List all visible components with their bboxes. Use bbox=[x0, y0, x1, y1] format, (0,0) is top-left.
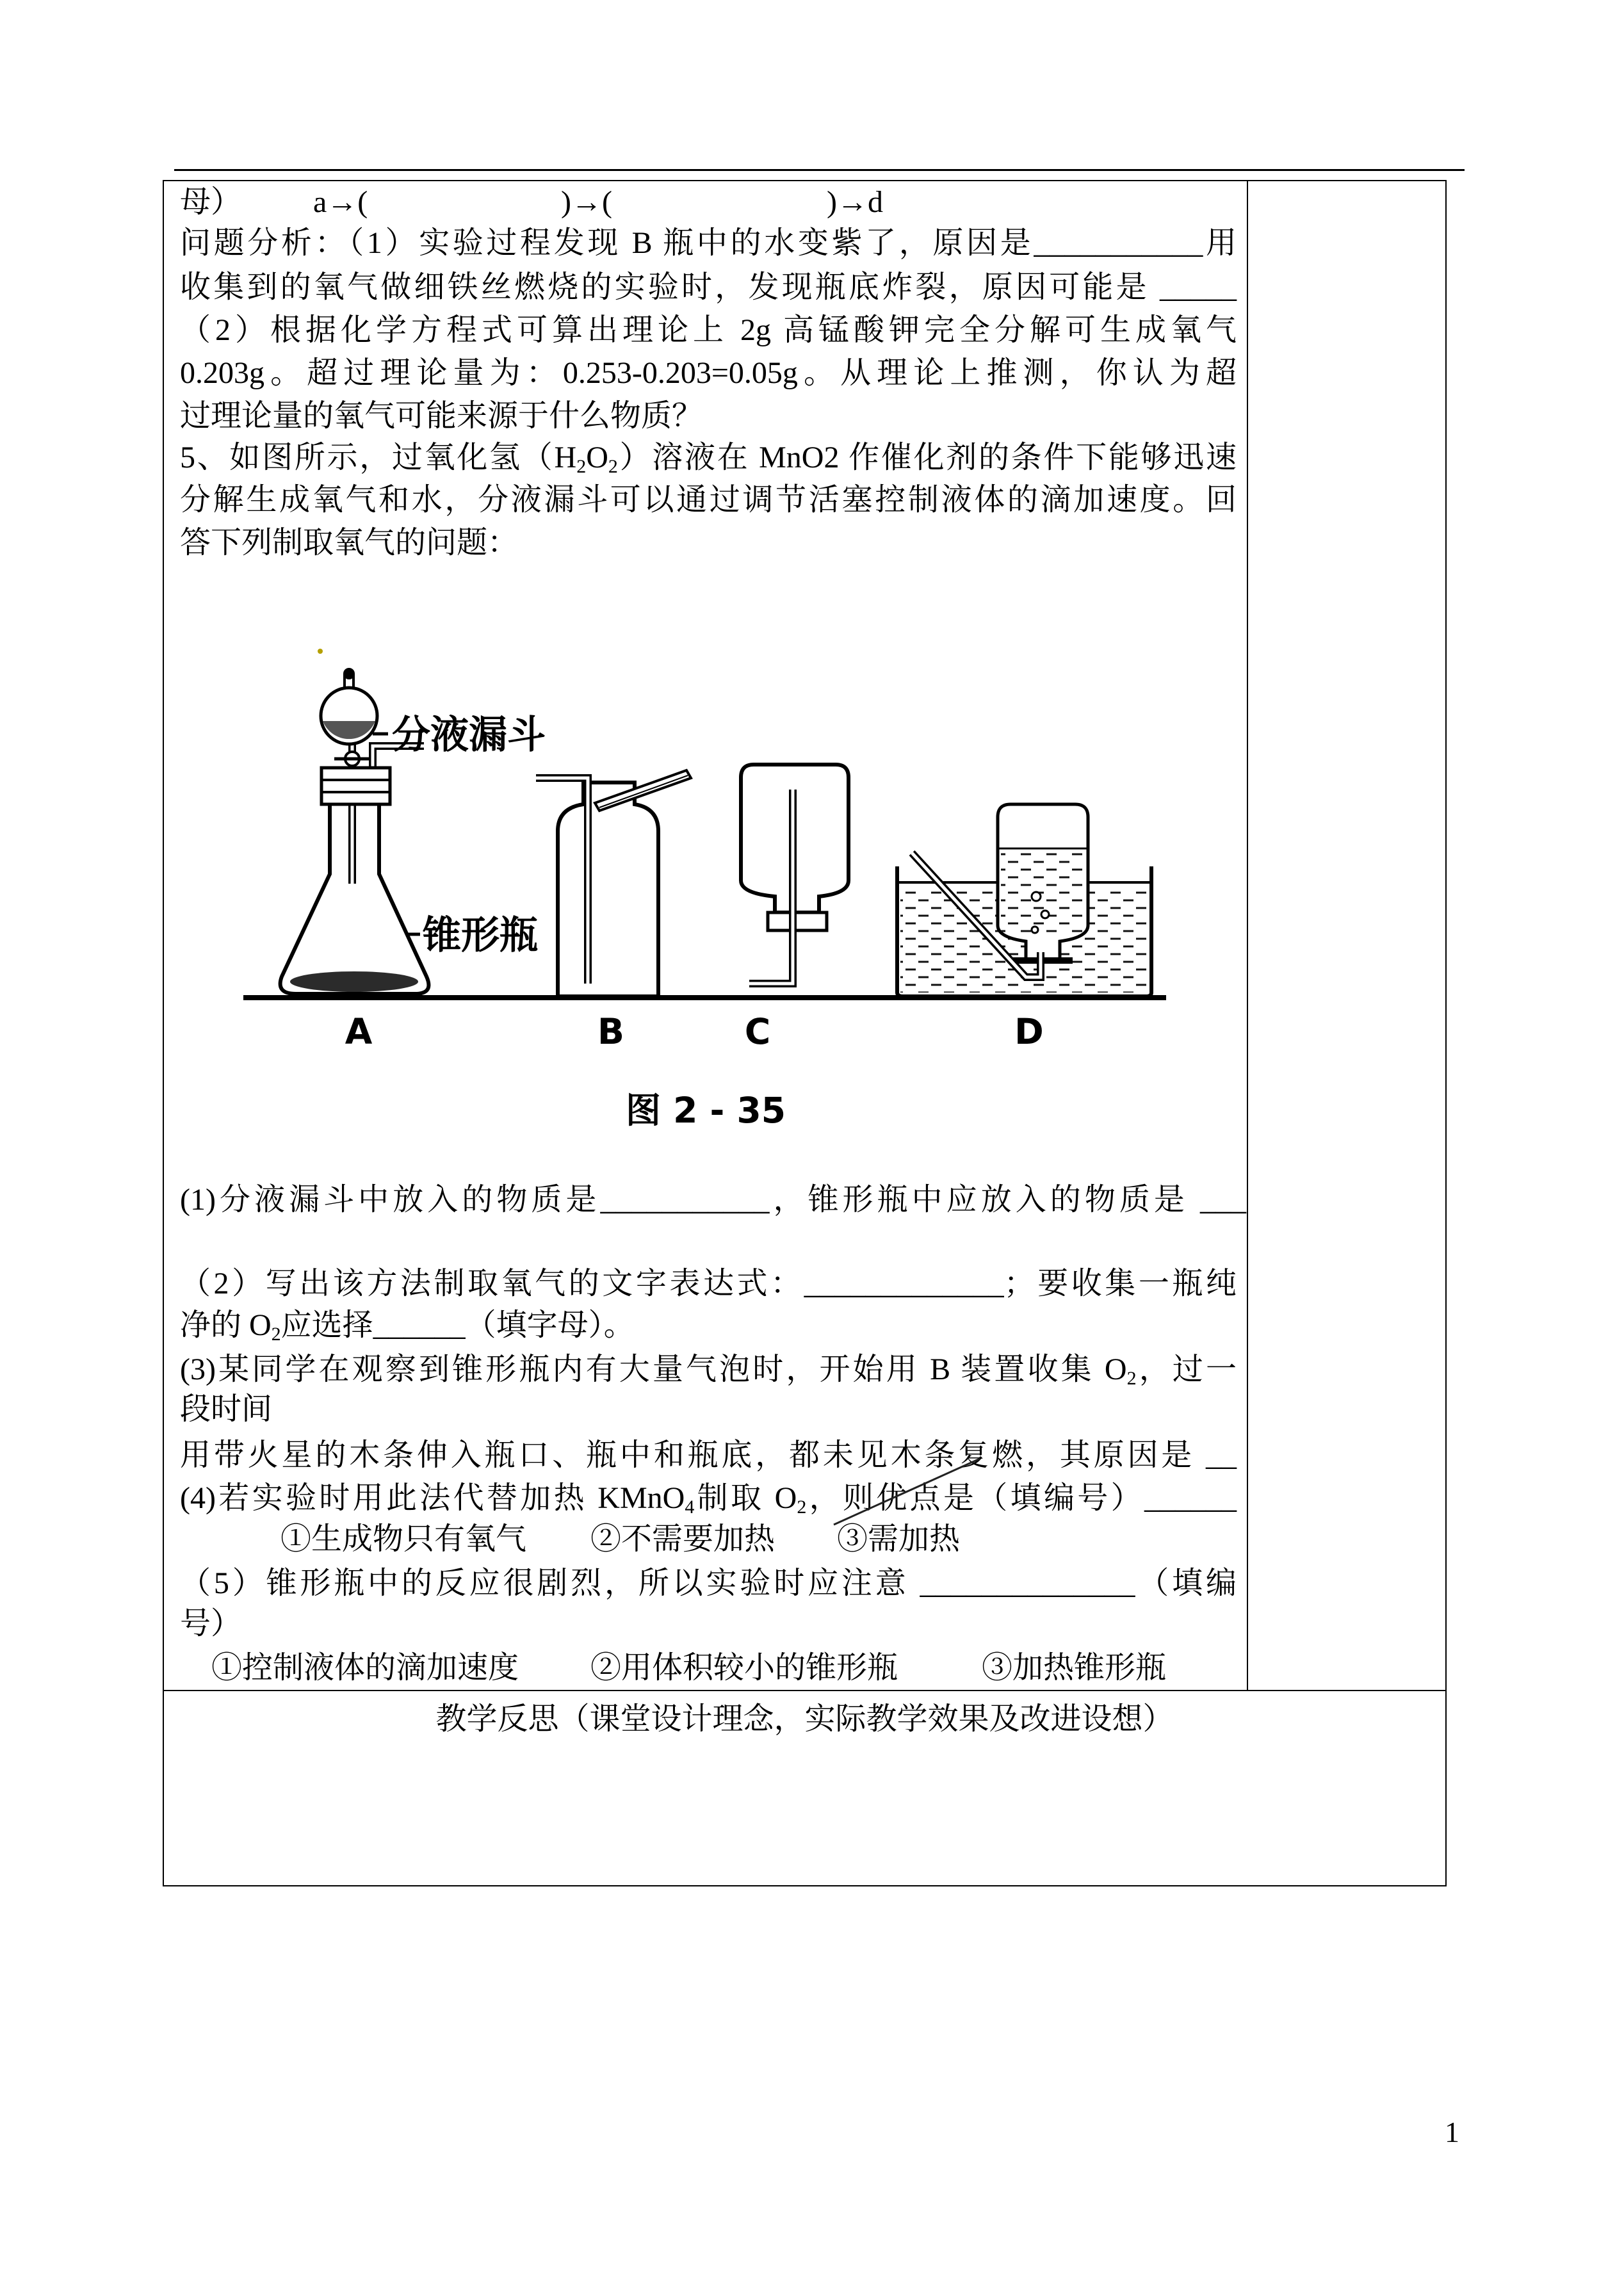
text-run: 制取 O bbox=[694, 1481, 797, 1515]
apparatus-b bbox=[536, 770, 691, 996]
subscript: 2 bbox=[271, 1324, 281, 1345]
label-d: D bbox=[1014, 1011, 1044, 1052]
option-2: ②用体积较小的锥形瓶 bbox=[590, 1651, 898, 1685]
header-rule bbox=[174, 169, 1465, 171]
table-column-divider bbox=[1247, 180, 1248, 1691]
text-run: 应选择______（填字母）。 bbox=[280, 1308, 635, 1342]
text-run: ）溶液在 MnO2 作催化剂的条件下能够迅速 bbox=[617, 441, 1237, 474]
analysis-line-3: （2）根据化学方程式可算出理论上 2g 高锰酸钾完全分解可生成氧气 bbox=[180, 313, 1237, 347]
teaching-reflection-heading: 教学反思（课堂设计理念，实际教学效果及改进设想） bbox=[435, 1702, 1174, 1736]
question-5-part-1: (1)分液漏斗中放入的物质是___________，锥形瓶中应放入的物质是 ___ bbox=[180, 1183, 1246, 1217]
analysis-line-2: 收集到的氧气做细铁丝燃烧的实验时，发现瓶底炸裂，原因可能是 _____ bbox=[180, 270, 1237, 304]
question-5-part-2-line-1: （2）写出该方法制取氧气的文字表达式：_____________；要收集一瓶纯 bbox=[180, 1267, 1237, 1301]
subscript: 2 bbox=[1126, 1368, 1137, 1389]
text-run: O bbox=[586, 441, 608, 474]
subscript: 2 bbox=[576, 456, 587, 477]
question-5-intro-2: 分解生成氧气和水，分液漏斗可以通过调节活塞控制液体的滴加速度。回 bbox=[180, 483, 1237, 517]
sequence-start: a→( bbox=[313, 185, 368, 219]
option-3: ③加热锥形瓶 bbox=[982, 1651, 1167, 1685]
text-run: 净的 O bbox=[180, 1308, 272, 1342]
analysis-line-1: 问题分析：（1）实验过程发现 B 瓶中的水变紫了，原因是___________用 bbox=[180, 226, 1237, 260]
question-5-intro-3: 答下列制取氧气的问题： bbox=[180, 526, 519, 560]
text-run: ，则优点是（填编号）______ bbox=[806, 1481, 1237, 1515]
question-5-part-3-line-3: 用带火星的木条伸入瓶口、瓶中和瓶底，都未见木条复燃，其原因是 __ bbox=[180, 1438, 1237, 1472]
label-a: A bbox=[345, 1011, 373, 1052]
subscript: 4 bbox=[685, 1496, 695, 1518]
option-1: ①控制液体的滴加速度 bbox=[211, 1651, 519, 1685]
option-3: ③需加热 bbox=[837, 1522, 961, 1556]
apparatus-figure bbox=[237, 628, 1185, 1153]
apparatus-d bbox=[897, 804, 1151, 996]
line-fragment: 母） bbox=[180, 185, 242, 219]
text-run: ，过一 bbox=[1136, 1352, 1237, 1386]
text-run: 5、如图所示，过氧化氢（H bbox=[180, 441, 577, 474]
pen-stroke bbox=[826, 1452, 993, 1532]
page-number: 1 bbox=[1445, 2116, 1459, 2148]
analysis-line-5: 过理论量的氧气可能来源于什么物质？ bbox=[180, 399, 703, 433]
text-run: (3)某同学在观察到锥形瓶内有大量气泡时，开始用 B 装置收集 O bbox=[180, 1352, 1127, 1386]
figure-caption: 图 2 - 35 bbox=[625, 1090, 786, 1131]
stray-dot bbox=[318, 649, 323, 654]
subscript: 2 bbox=[608, 456, 618, 477]
question-5-part-4-options bbox=[180, 1518, 1237, 1561]
analysis-line-4: 0.203g。超过理论量为：0.253-0.203=0.05g。从理论上推测，你认为超 bbox=[180, 356, 1237, 390]
question-5-part-2-line-2 bbox=[180, 1304, 1237, 1347]
text-run: (4)若实验时用此法代替加热 KMnO bbox=[180, 1481, 685, 1515]
question-5-part-3-line-1 bbox=[180, 1349, 1237, 1391]
question-5-part-5-line-1: （5）锥形瓶中的反应很剧烈，所以实验时应注意 ______________（填编 bbox=[180, 1566, 1237, 1600]
label-c: C bbox=[744, 1011, 771, 1052]
table-row-divider bbox=[163, 1690, 1447, 1691]
option-1: ①生成物只有氧气 bbox=[280, 1522, 527, 1556]
question-5-part-4 bbox=[180, 1477, 1237, 1520]
question-5-part-5-line-2: 号） bbox=[180, 1607, 242, 1641]
option-2: ②不需要加热 bbox=[590, 1522, 775, 1556]
sequence-middle: )→( bbox=[561, 185, 612, 219]
sequence-answer-line bbox=[180, 181, 1237, 223]
apparatus-c bbox=[741, 765, 849, 984]
label-b: B bbox=[597, 1011, 624, 1052]
subscript: 2 bbox=[797, 1496, 807, 1518]
sequence-end: )→d bbox=[827, 185, 883, 219]
funnel-label: 分液漏斗 bbox=[392, 713, 546, 758]
question-5-part-5-options bbox=[180, 1647, 1237, 1689]
question-5-part-3-line-2: 段时间 bbox=[180, 1392, 273, 1426]
flask-label: 锥形瓶 bbox=[423, 913, 538, 958]
question-5-intro-1 bbox=[180, 437, 1237, 479]
